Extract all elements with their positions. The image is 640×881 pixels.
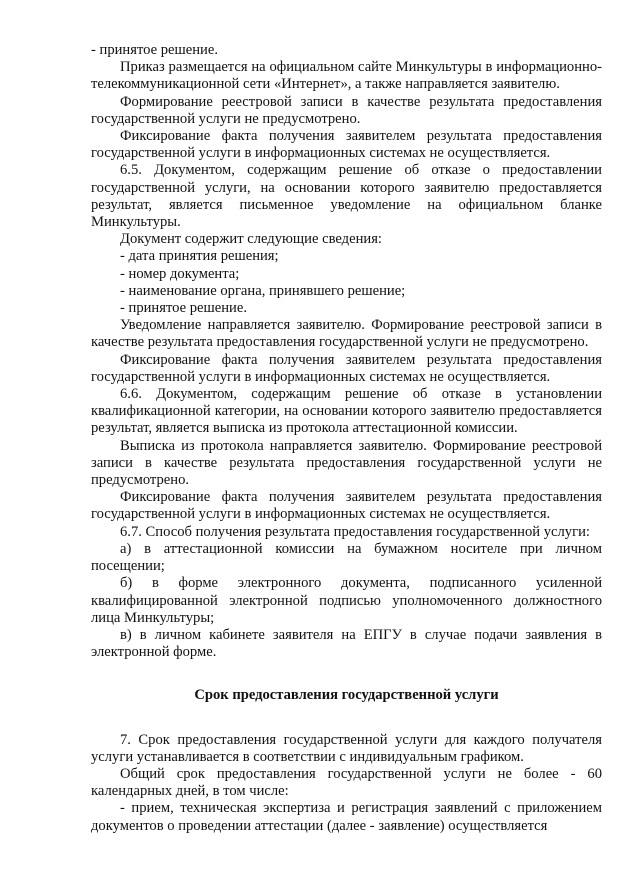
paragraph-6-7: 6.7. Способ получения результата предоставления государственной услуги: <box>120 523 590 540</box>
paragraph-notification: Уведомление направляется заявителю. Формирование реестровой записи в качестве результата предоставления государственной услуги не предусмотрено. <box>91 317 602 351</box>
paragraph-total-term: Общий срок предоставления государственной услуги не более - 60 календарных дней, в том числе: <box>91 765 602 800</box>
paragraph-6-6: 6.6. Документом, содержащим решение об отказе в установлении квалификационной категории, на основании которого заявителю предоставляется результат, является выписка из протокола аттестационной комиссии. <box>91 386 602 437</box>
paragraph-7: 7. Срок предоставления государственной услуги для каждого получателя услуги устанавливается в соответствии с индивидуальным графиком. <box>91 731 602 765</box>
list-item: - наименование органа, принявшего решение; <box>120 282 406 299</box>
list-item: - прием, техническая экспертиза и регистрация заявлений с приложением документов о проведении аттестации (далее - заявление) осуществляется <box>91 800 602 834</box>
section-heading: Срок предоставления государственной услуги <box>194 687 499 704</box>
list-item: - дата принятия решения; <box>120 248 279 265</box>
list-item-a: а) в аттестационной комиссии на бумажном носителе при личном посещении; <box>91 540 602 575</box>
paragraph-registry-record: Формирование реестровой записи в качестве результата предоставления государственной услуги не предусмотрено. <box>91 93 602 127</box>
list-item-b: б) в форме электронного документа, подписанного усиленной квалифицированной электронной подписью уполномоченного должностного лица Минкультуры; <box>91 575 602 626</box>
list-item-v: в) в личном кабинете заявителя на ЕПГУ в случае подачи заявления в электронной форме. <box>91 626 602 661</box>
paragraph-fixation: Фиксирование факта получения заявителем результата предоставления государственной услуги в информационных системах не осуществляется. <box>91 489 602 523</box>
paragraph-fixation: Фиксирование факта получения заявителем результата предоставления государственной услуги в информационных системах не осуществляется. <box>91 351 602 385</box>
list-item: - принятое решение. <box>120 300 247 317</box>
paragraph-6-5: 6.5. Документом, содержащим решение об отказе о предоставлении государственной услуги, на основании которого заявителю предоставляется результат, является письменное уведомление на официальном бланке Минкультуры. <box>91 162 602 231</box>
paragraph-extract: Выписка из протокола направляется заявителю. Формирование реестровой записи в качестве результата предоставления государственной услуги не предусмотрено. <box>91 437 602 489</box>
paragraph-order-publication: Приказ размещается на официальном сайте Минкультуры в информационно-телекоммуникационной сети «Интернет», а также направляется заявителю. <box>91 59 602 93</box>
list-item: - номер документа; <box>120 265 240 282</box>
paragraph-document-contains: Документ содержит следующие сведения: <box>120 231 382 248</box>
paragraph-fixation: Фиксирование факта получения заявителем результата предоставления государственной услуги в информационных системах не осуществляется. <box>91 128 602 162</box>
lead-list-item: - принятое решение. <box>91 42 218 58</box>
